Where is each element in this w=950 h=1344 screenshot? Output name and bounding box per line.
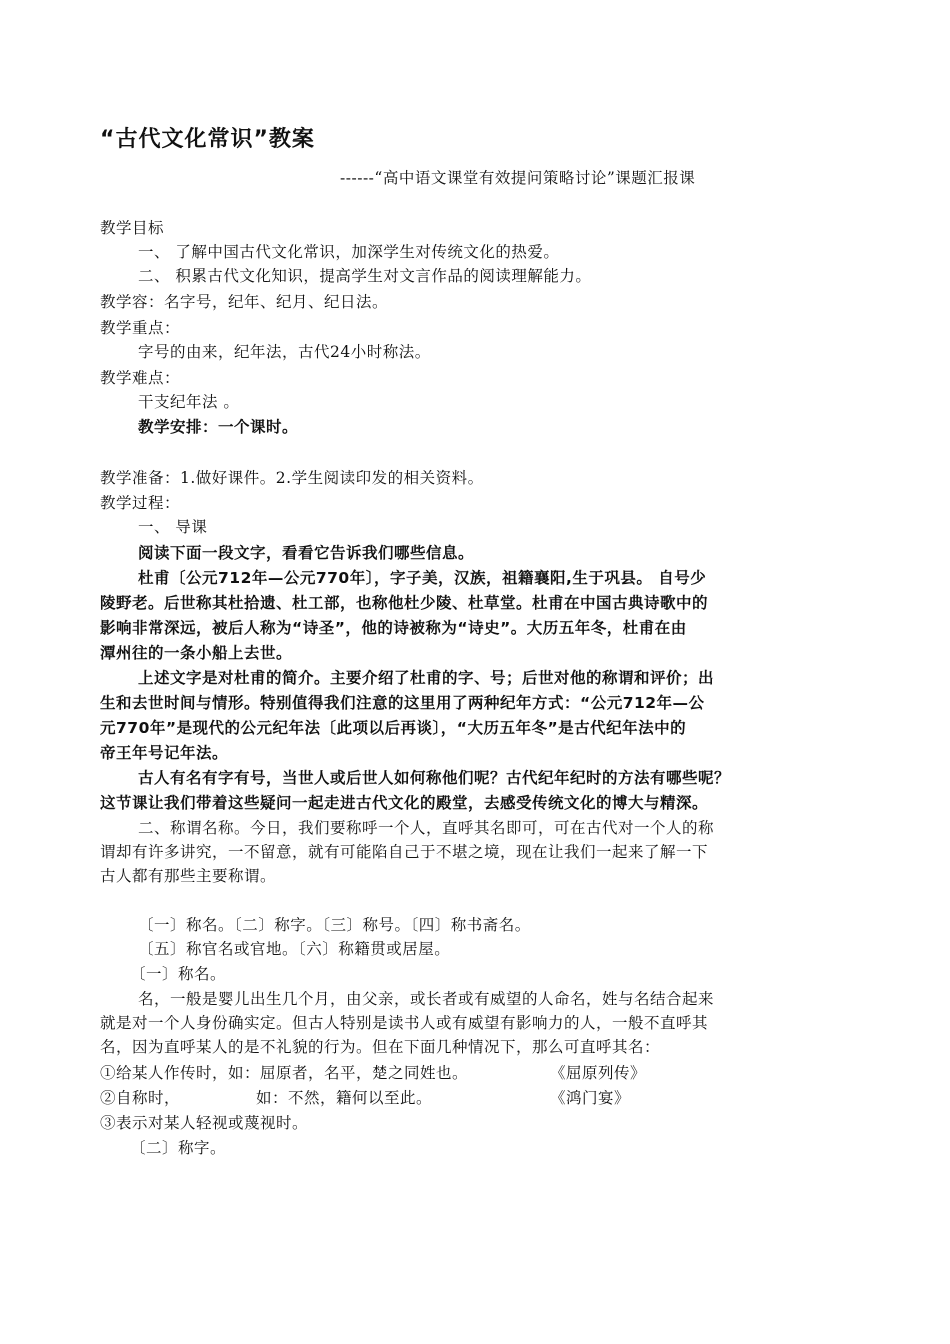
dufu-line: 陵野老。后世称其杜拾遗、杜工部，也称他杜少陵、杜草堂。杜甫在中国古典诗歌中的 xyxy=(100,594,709,612)
case-1-text: ①给某人作传时，如：屈原者，名平，楚之同姓也。 xyxy=(100,1064,469,1082)
name-line: 就是对一个人身份确实定。但古人特别是读书人或有威望有影响力的人，一般不直呼其 xyxy=(100,1014,709,1032)
page-subtitle: ------“高中语文课堂有效提问策略讨论”课题汇报课 xyxy=(340,169,696,187)
key-text: 字号的由来，纪年法，古代24小时称法。 xyxy=(138,343,431,361)
dufu-line: 影响非常深远，被后人称为“诗圣”，他的诗被称为“诗史”。大历五年冬，杜甫在由 xyxy=(100,619,687,637)
case-3-text: ③表示对某人轻视或蔑视时。 xyxy=(100,1114,309,1132)
bold-intro: 阅读下面一段文字，看看它告诉我们哪些信息。 xyxy=(138,544,475,562)
objective-2: 二、 积累古代文化知识，提高学生对文言作品的阅读理解能力。 xyxy=(138,267,592,285)
case-2-source: 《鸿门宴》 xyxy=(550,1089,631,1107)
analysis-line: 帝王年号记年法。 xyxy=(100,744,229,762)
schedule-line: 教学安排：一个课时。 xyxy=(138,418,299,436)
dufu-line: 杜甫〔公元712年—公元770年〕，字子美，汉族，祖籍襄阳,生于巩县。 自号少 xyxy=(138,569,707,587)
question-line: 古人有名有字有号，当世人或后世人如何称他们呢？古代纪年纪时的方法有哪些呢？ xyxy=(138,769,731,787)
process-heading: 教学过程： xyxy=(100,494,181,512)
section-1-heading: 一、 导课 xyxy=(138,518,208,536)
analysis-line: 生和去世时间与情形。特别值得我们注意的这里用了两种纪年方式：“公元712年—公 xyxy=(100,694,705,712)
difficulty-heading: 教学难点： xyxy=(100,369,181,387)
sub-1-heading: 〔一〕称名。 xyxy=(130,965,227,983)
title-list-line: 〔一〕称名。〔二〕称字。〔三〕称号。〔四〕称书斋名。 xyxy=(138,916,531,934)
section-2-line: 谓却有许多讲究，一不留意，就有可能陷自己于不堪之境，现在让我们一起来了解一下 xyxy=(100,843,709,861)
objectives-heading: 教学目标 xyxy=(100,219,165,237)
case-2-example: 如：不然，籍何以至此。 xyxy=(256,1089,433,1107)
analysis-line: 上述文字是对杜甫的简介。主要介绍了杜甫的字、号；后世对他的称谓和评价；出 xyxy=(138,669,715,687)
question-line: 这节课让我们带着这些疑问一起走进古代文化的殿堂，去感受传统文化的博大与精深。 xyxy=(100,794,709,812)
dufu-line: 潭州往的一条小船上去世。 xyxy=(100,644,293,662)
name-line: 名，因为直呼某人的是不礼貌的行为。但在下面几种情况下，那么可直呼其名： xyxy=(100,1038,661,1056)
sub-2-heading: 〔二〕称字。 xyxy=(130,1139,227,1157)
difficulty-text: 干支纪年法 。 xyxy=(138,393,240,411)
case-1-source: 《屈原列传》 xyxy=(550,1064,647,1082)
page-title: “古代文化常识”教案 xyxy=(100,127,315,152)
section-2-line: 古人都有那些主要称谓。 xyxy=(100,867,277,885)
title-list-line: 〔五〕称官名或官地。〔六〕称籍贯或居屋。 xyxy=(138,940,451,958)
key-heading: 教学重点： xyxy=(100,319,181,337)
preparation-line: 教学准备：1.做好课件。2.学生阅读印发的相关资料。 xyxy=(100,469,484,487)
analysis-line: 元770年”是现代的公元纪年法〔此项以后再谈〕，“大历五年冬”是古代纪年法中的 xyxy=(100,719,687,737)
name-line: 名，一般是婴儿出生几个月，由父亲，或长者或有威望的人命名，姓与名结合起来 xyxy=(138,990,715,1008)
case-2-text: ②自称时， xyxy=(100,1089,181,1107)
content-line: 教学容：名字号，纪年、纪月、纪日法。 xyxy=(100,293,389,311)
objective-1: 一、 了解中国古代文化常识，加深学生对传统文化的热爱。 xyxy=(138,243,560,261)
section-2-line: 二、称谓名称。今日，我们要称呼一个人，直呼其名即可，可在古代对一个人的称 xyxy=(138,819,715,837)
